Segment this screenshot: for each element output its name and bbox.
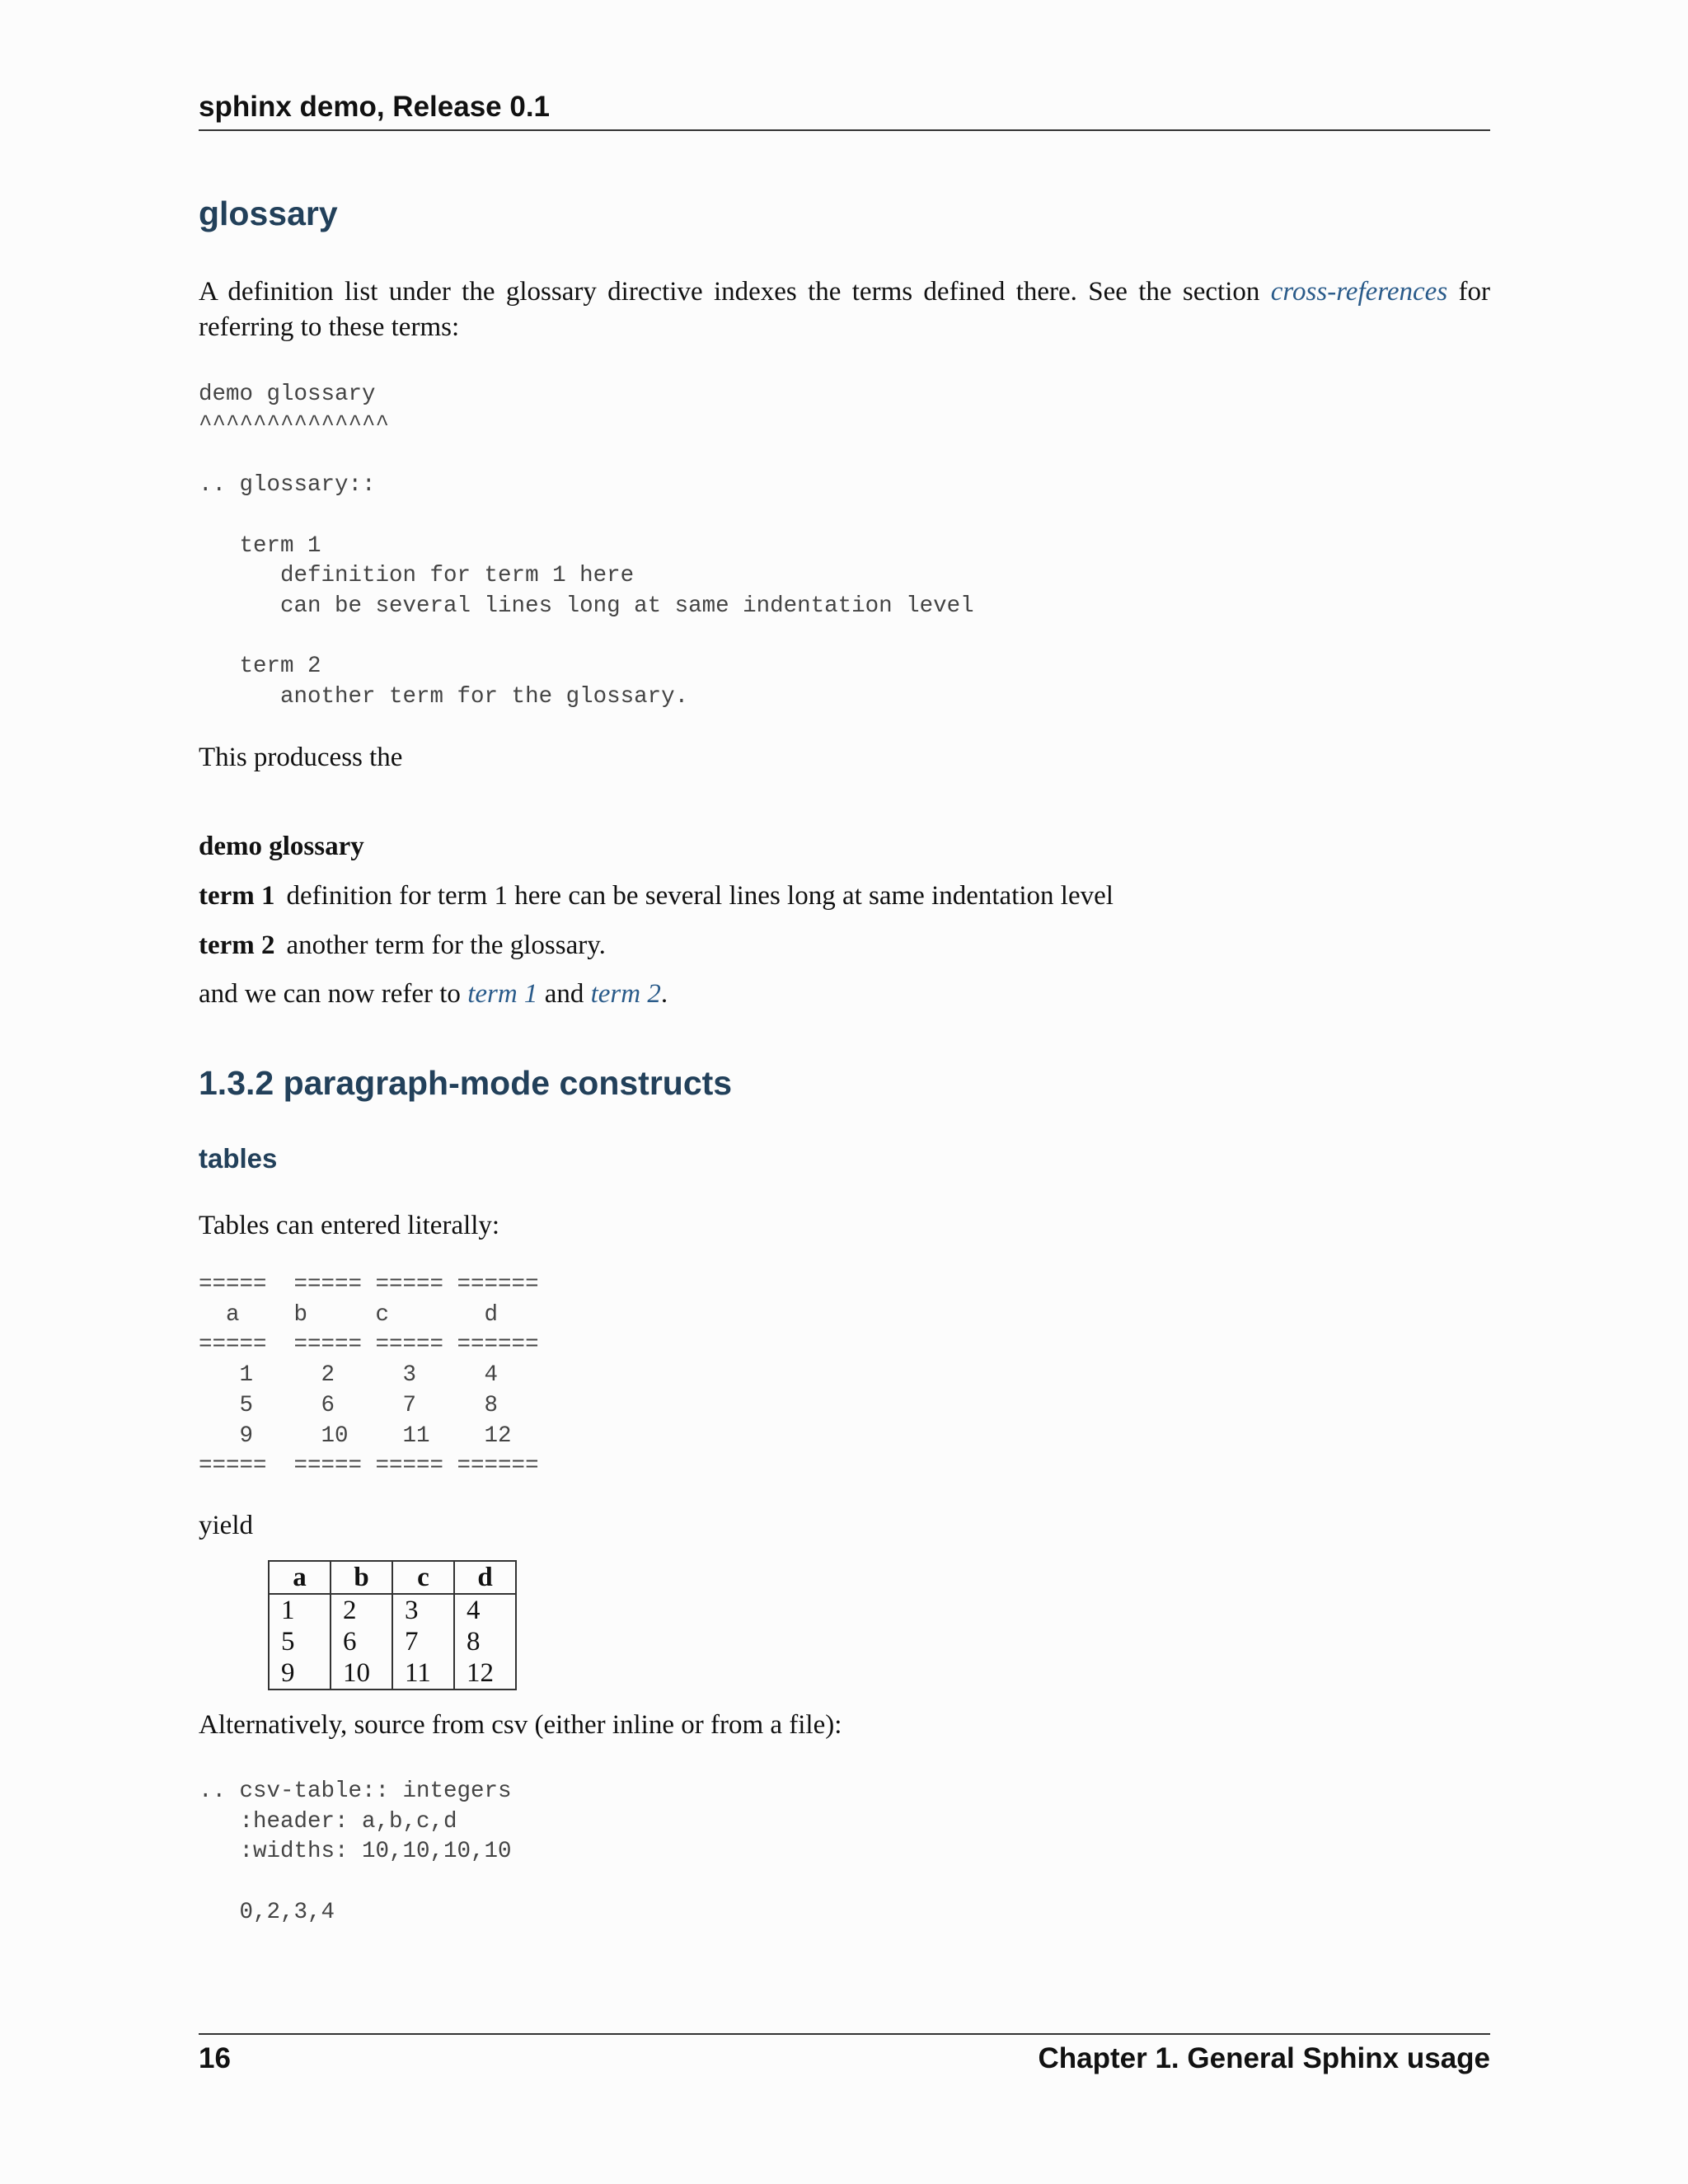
tables-code-block: ===== ===== ===== ====== a b c d ===== ===== ===== ====== 1 2 3 4 5 6 7 8 9 10 11 12 ===== ===== ===== ====== — [199, 1272, 539, 1479]
term-1-link[interactable]: term 1 — [467, 979, 538, 1009]
table-row — [269, 1657, 516, 1690]
header-rule — [199, 129, 1490, 131]
csv-code-block: .. csv-table:: integers :header: a,b,c,d :widths: 10,10,10,10 0,2,3,4 — [199, 1779, 512, 1925]
tables-heading: tables — [199, 1143, 278, 1174]
glossary-intro-text-end: for referring to these terms: — [199, 277, 1490, 342]
glossary-entry — [199, 928, 1490, 963]
footer-rule — [199, 2033, 1490, 2035]
csv-intro: Alternatively, source from csv (either inline or from a file): — [199, 1710, 842, 1740]
table-cell: 4 — [454, 1594, 516, 1626]
rendered-glossary-heading: demo glossary — [199, 832, 364, 861]
glossary-term: term 1 — [199, 881, 275, 911]
table-cell: 12 — [454, 1657, 516, 1690]
glossary-definition: another term for the glossary. — [286, 930, 606, 960]
paragraph-mode-heading: 1.3.2 paragraph-mode constructs — [199, 1064, 733, 1102]
table-cell: 1 — [269, 1594, 331, 1626]
term-2-link[interactable]: term 2 — [590, 979, 661, 1009]
table-cell: 2 — [331, 1594, 392, 1626]
table-cell: 9 — [269, 1657, 331, 1690]
glossary-heading: glossary — [199, 194, 338, 232]
table-cell: 3 — [392, 1594, 454, 1626]
table-row — [269, 1626, 516, 1657]
rendered-table — [268, 1560, 517, 1690]
glossary-intro-text: A definition list under the glossary directive indexes the terms defined there. See the section — [199, 277, 1271, 307]
glossary-code-block: demo glossary ^^^^^^^^^^^^^^ .. glossary:: term 1 definition for term 1 here can be several lines long at same indentation level term 2 another term for the glossary. — [199, 382, 974, 710]
page-number: 16 — [199, 2042, 231, 2074]
table-header-cell: b — [331, 1561, 392, 1594]
table-cell: 7 — [392, 1626, 454, 1657]
refer-sentence — [199, 977, 1490, 1012]
refer-prefix: and we can now refer to — [199, 979, 468, 1009]
glossary-entry — [199, 879, 1490, 914]
glossary-definition: definition for term 1 here can be several lines long at same indentation level — [286, 881, 1114, 911]
table-header-cell: c — [392, 1561, 454, 1594]
table-cell: 11 — [392, 1657, 454, 1690]
chapter-footer: Chapter 1. General Sphinx usage — [1038, 2042, 1490, 2074]
glossary-term: term 2 — [199, 930, 275, 960]
yield-label: yield — [199, 1511, 253, 1540]
table-header-cell: a — [269, 1561, 331, 1594]
tables-intro: Tables can entered literally: — [199, 1211, 500, 1240]
table-header-row — [269, 1561, 516, 1594]
table-header-cell: d — [454, 1561, 516, 1594]
glossary-intro — [199, 274, 1490, 345]
cross-references-link[interactable]: cross-references — [1270, 277, 1448, 307]
refer-middle: and — [537, 979, 591, 1009]
table-cell: 5 — [269, 1626, 331, 1657]
table-cell: 6 — [331, 1626, 392, 1657]
table-row — [269, 1594, 516, 1626]
refer-suffix: . — [660, 979, 668, 1009]
table-cell: 10 — [331, 1657, 392, 1690]
produces-text: This producess the — [199, 743, 403, 772]
running-header: sphinx demo, Release 0.1 — [199, 91, 551, 123]
table-cell: 8 — [454, 1626, 516, 1657]
